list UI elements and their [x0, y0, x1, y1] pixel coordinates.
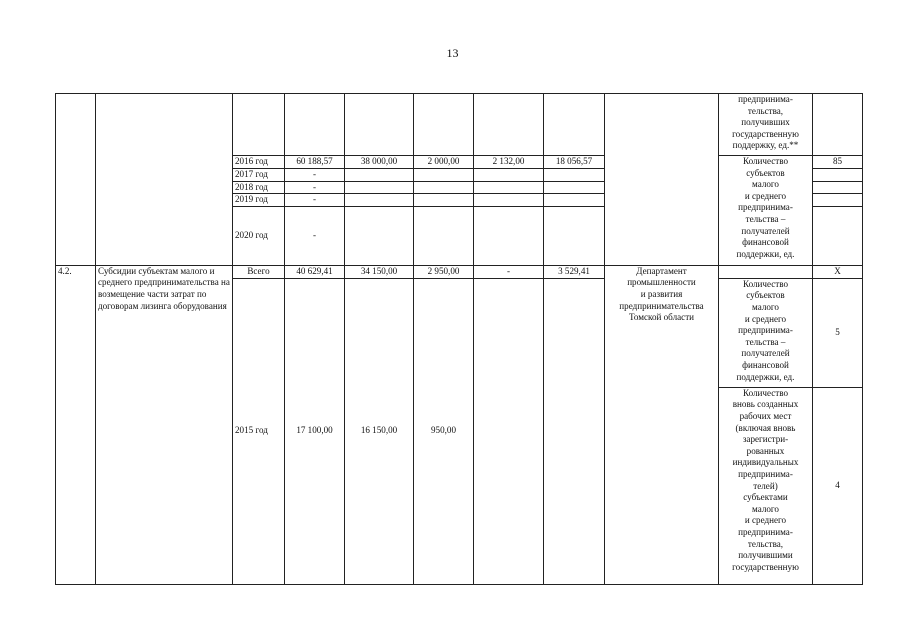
indicator-value-cell: X [813, 265, 863, 278]
year-cell: 2020 год [233, 206, 285, 265]
fund-cell [345, 94, 414, 156]
fund-cell [414, 194, 474, 207]
fund-cell [474, 181, 544, 194]
fund-cell: 16 150,00 [345, 278, 414, 584]
fund-cell [544, 169, 605, 182]
item-name: Субсидии субъектам малого и среднего предпринимательства на возмещение части затрат по договорам лизинга оборудования [96, 265, 233, 584]
year-cell [233, 94, 285, 156]
fund-cell [474, 94, 544, 156]
indicator-value-cell [813, 94, 863, 156]
program-table [55, 93, 863, 585]
fund-cell [345, 194, 414, 207]
fund-cell: 2 132,00 [474, 156, 544, 169]
total-cell [285, 94, 345, 156]
fund-cell [345, 169, 414, 182]
department-cell: Департамент промышленности и развития предпринимательства Томской области [605, 265, 719, 584]
fund-cell [414, 94, 474, 156]
department-cell-empty [605, 94, 719, 266]
fund-cell [414, 169, 474, 182]
item-number: 4.2. [56, 265, 96, 584]
indicator-text: Количество субъектов малого и среднего предпринима- тельства – получателей финансовой поддержки, ед. [719, 156, 813, 266]
fund-cell [414, 206, 474, 265]
year-cell: Всего [233, 265, 285, 278]
total-cell: 17 100,00 [285, 278, 345, 584]
fund-cell: 38 000,00 [345, 156, 414, 169]
indicator-value-cell: 5 [813, 278, 863, 387]
fund-cell: 3 529,41 [544, 265, 605, 278]
fund-cell [414, 181, 474, 194]
fund-cell [474, 206, 544, 265]
fund-cell [544, 194, 605, 207]
indicator-value-cell: 85 [813, 156, 863, 169]
fund-cell: - [474, 265, 544, 278]
fund-cell: 2 950,00 [414, 265, 474, 278]
indicator-text-empty [719, 265, 813, 278]
indicator-continuation: предпринима- тельства, получивших государственную поддержку, ед.** [719, 94, 813, 156]
indicator-value-cell [813, 206, 863, 265]
table-row [56, 94, 863, 156]
fund-cell: 18 056,57 [544, 156, 605, 169]
year-cell: 2018 год [233, 181, 285, 194]
fund-cell [474, 169, 544, 182]
fund-cell: 950,00 [414, 278, 474, 584]
total-cell: - [285, 181, 345, 194]
fund-cell [544, 94, 605, 156]
fund-cell [544, 181, 605, 194]
total-cell: - [285, 194, 345, 207]
indicator-value-cell [813, 194, 863, 207]
total-cell: 40 629,41 [285, 265, 345, 278]
fund-cell [345, 206, 414, 265]
fund-cell [544, 278, 605, 584]
indicator-value-cell: 4 [813, 387, 863, 584]
table-row [56, 265, 863, 278]
fund-cell: 34 150,00 [345, 265, 414, 278]
indicator-value-cell [813, 169, 863, 182]
fund-cell [345, 181, 414, 194]
total-cell: 60 188,57 [285, 156, 345, 169]
indicator-value-cell [813, 181, 863, 194]
year-cell: 2017 год [233, 169, 285, 182]
indicator-text: Количество субъектов малого и среднего предпринима- тельства – получателей финансовой поддержки, ед. [719, 278, 813, 387]
indicator-text: Количество вновь созданных рабочих мест (включая вновь зарегистри- рованных индивидуальных предпринима- телей) субъектами малого и среднего предпринима- тельства, получившими государственную [719, 387, 813, 584]
fund-cell [474, 278, 544, 584]
year-cell: 2015 год [233, 278, 285, 584]
fund-cell [474, 194, 544, 207]
year-cell: 2019 год [233, 194, 285, 207]
total-cell: - [285, 169, 345, 182]
year-cell: 2016 год [233, 156, 285, 169]
number-cell-empty [56, 94, 96, 266]
fund-cell [544, 206, 605, 265]
total-cell: - [285, 206, 345, 265]
page-number: 13 [446, 46, 459, 60]
name-cell-empty [96, 94, 233, 266]
fund-cell: 2 000,00 [414, 156, 474, 169]
